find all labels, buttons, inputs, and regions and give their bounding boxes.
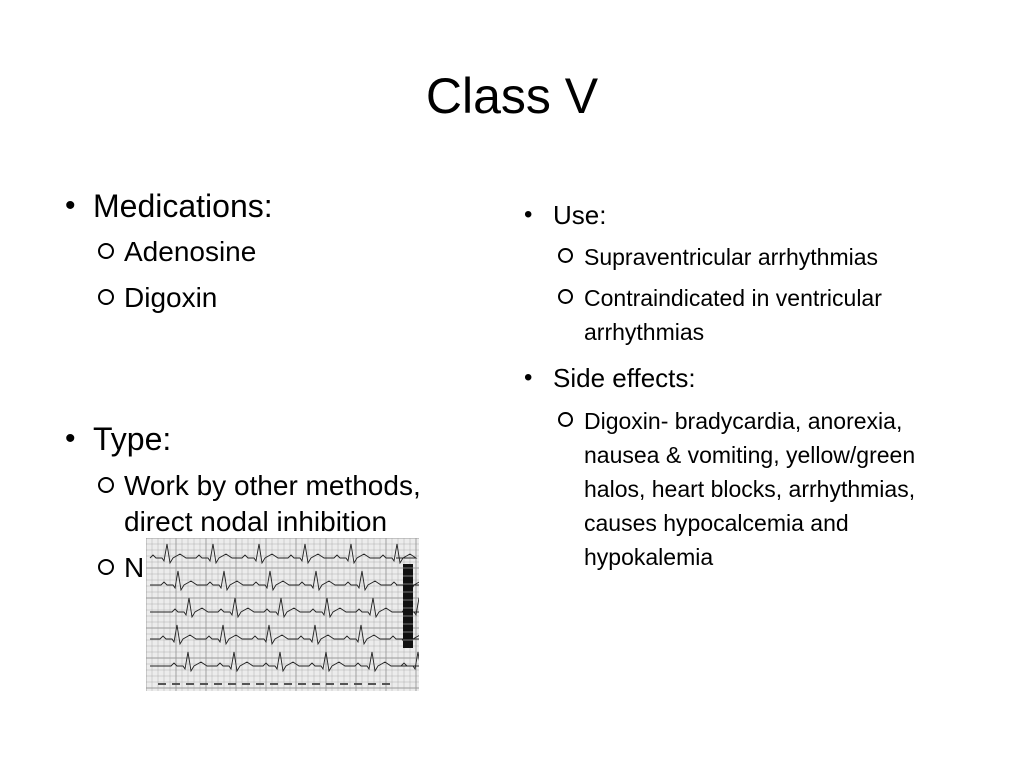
ecg-footer-mark — [242, 683, 250, 685]
ring-bullet-icon — [98, 559, 114, 575]
ring-bullet-icon — [98, 289, 114, 305]
ecg-footer-mark — [256, 683, 264, 685]
use-heading: Use: — [553, 200, 607, 230]
ring-bullet-icon — [98, 243, 114, 259]
ring-bullet-icon — [558, 248, 573, 263]
bullet-icon: • — [524, 364, 533, 391]
ecg-footer-mark — [326, 683, 334, 685]
ecg-footer-mark — [382, 683, 390, 685]
type-heading-item — [65, 419, 172, 459]
ecg-trace — [150, 598, 419, 617]
ecg-footer-mark — [172, 683, 180, 685]
type-item — [124, 550, 144, 586]
ring-bullet-icon — [98, 477, 114, 493]
type-item — [124, 468, 469, 540]
slide-title: Class V — [425, 68, 599, 124]
ecg-trace — [150, 544, 416, 563]
ecg-footer-mark — [158, 683, 166, 685]
ecg-footer-mark — [200, 683, 208, 685]
bullet-icon: • — [65, 422, 76, 455]
bullet-icon: • — [65, 189, 76, 222]
ecg-footer-mark — [214, 683, 222, 685]
side-effects-heading: Side effects: — [553, 363, 696, 393]
use-heading-item — [524, 198, 607, 232]
use-item — [584, 281, 954, 349]
type-label: N — [124, 552, 145, 583]
ecg-trace — [150, 652, 419, 671]
ecg-footer-mark — [368, 683, 376, 685]
medications-heading: Medications: — [93, 188, 273, 224]
medication-label: Adenosine — [124, 236, 257, 267]
side-effects-item — [584, 404, 954, 574]
ecg-footer-mark — [340, 683, 348, 685]
medication-item — [124, 280, 217, 316]
use-item — [584, 240, 954, 274]
type-heading: Type: — [93, 421, 172, 457]
ecg-strip-image — [146, 538, 419, 691]
ecg-footer-mark — [228, 683, 236, 685]
ecg-footer-mark — [186, 683, 194, 685]
use-label: Supraventricular arrhythmias — [584, 244, 879, 270]
medications-heading-item — [65, 186, 273, 226]
ring-bullet-icon — [558, 289, 573, 304]
ecg-footer-mark — [270, 683, 278, 685]
ring-bullet-icon — [558, 412, 573, 427]
medication-item — [124, 234, 256, 270]
medication-label: Digoxin — [124, 282, 218, 313]
use-label: Contraindicated in ventricular arrhythmias — [584, 285, 882, 345]
ecg-footer-mark — [354, 683, 362, 685]
side-effects-label: Digoxin- bradycardia, anorexia, nausea & vomiting, yellow/green halos, heart blocks, arrhythmias, causes hypocalcemia and hypokalemia — [584, 408, 916, 570]
side-effects-heading-item — [524, 361, 696, 395]
ecg-footer-mark — [284, 683, 292, 685]
ecg-strip-graphic — [146, 538, 419, 691]
ecg-footer-mark — [298, 683, 306, 685]
ecg-footer-mark — [312, 683, 320, 685]
type-label: Work by other methods, direct nodal inhibition — [124, 470, 421, 537]
bullet-icon: • — [524, 201, 533, 228]
ecg-calibration-bar — [403, 564, 413, 648]
